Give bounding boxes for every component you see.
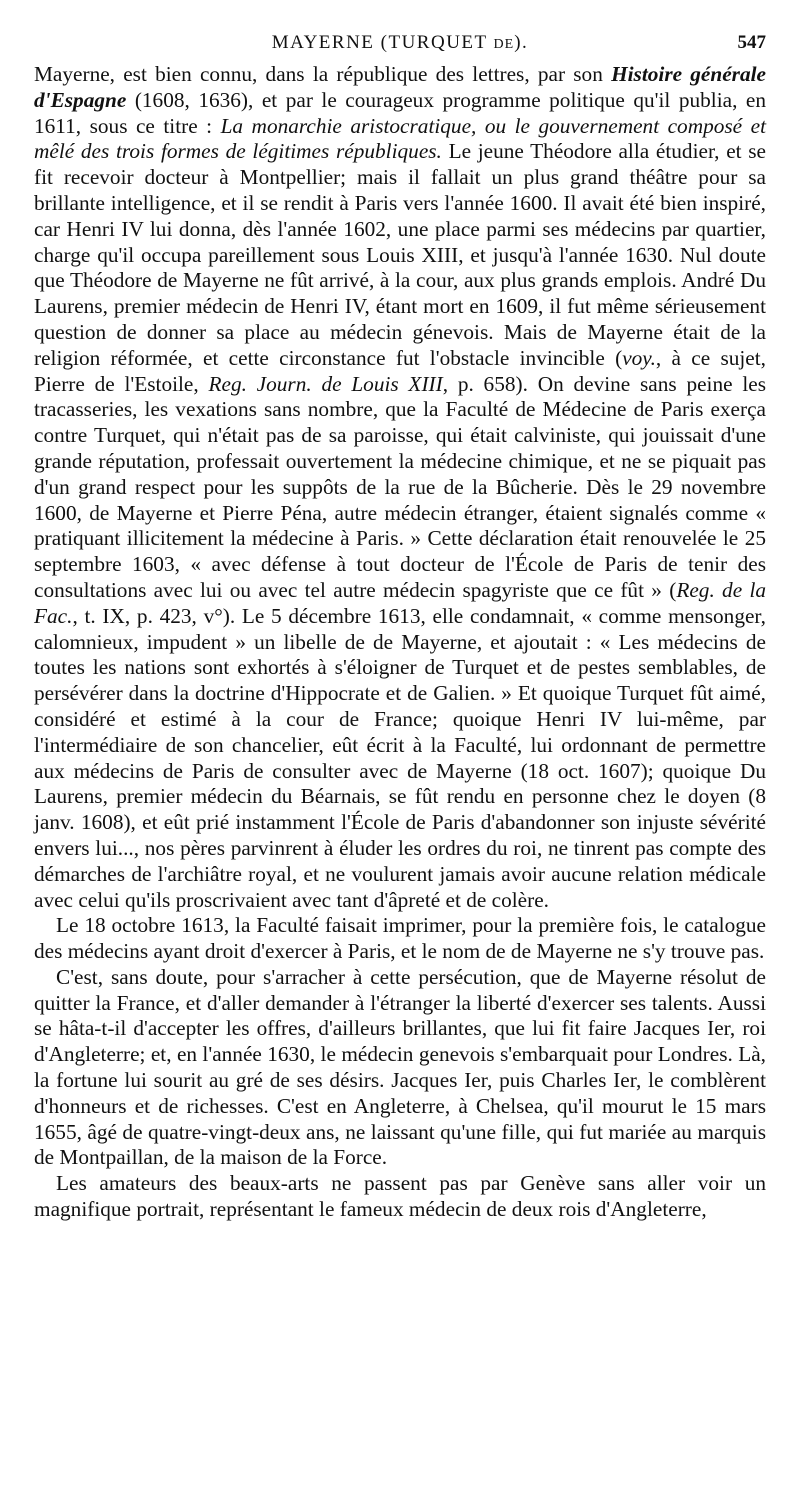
- paragraph-1: [34, 62, 766, 913]
- p1-text-3: Le jeune Théodore alla étudier, et se fit recevoir docteur à Montpellier; mais il fallait un plus grand théâtre pour sa brillante intelligence, et il se rendit à Paris vers l'année 1600. Il avait été bien inspiré, car Henri IV lui donna, dès l'année 1602, une place parmi ses médecins par quartier, charge qu'il occupa pareillement sous Louis XIII, et jusqu'à l'année 1630. Nul doute que Théodore de Mayerne ne fût arrivé, à la cour, aux plus grands emplois. André Du Laurens, premier médecin de Henri IV, étant mort en 1609, il fut même sérieusement question de donner sa place au médecin génevois. Mais de Mayerne était de la religion réformée, et cette circonstance fut l'obstacle invincible (: [34, 139, 767, 370]
- p1-ref-journ: Reg. Journ. de Louis XIII: [208, 371, 443, 396]
- running-head-title-main: MAYERNE (TURQUET: [271, 32, 494, 53]
- paragraph-3: C'est, sans doute, pour s'arracher à cette persécution, que de Mayerne résolut de quitter la France, et d'aller demander à l'étranger la liberté d'exercer ses talents. Aussi se hâta-t-il d'accepter les offres, d'ailleurs brillantes, que lui fit faire Jacques Ier, roi d'Angleterre; et, en l'année 1630, le médecin genevois s'embarquait pour Londres. Là, la fortune lui sourit au gré de ses désirs. Jacques Ier, puis Charles Ier, le comblèrent d'honneurs et de richesses. C'est en Angleterre, à Chelsea, qu'il mourut le 15 mars 1655, âgé de quatre-vingt-deux ans, ne laissant qu'une fille, qui fut mariée au marquis de Montpaillan, de la maison de la Force.: [34, 964, 766, 1170]
- running-head-title: [34, 32, 766, 54]
- running-head-title-end: ).: [514, 32, 529, 53]
- running-head-title-small: DE: [493, 37, 515, 52]
- p1-text-6: , t. IX, p. 423, v°). Le 5 décembre 1613, elle condamnait, « comme mensonger, calomnieux, impudent » un libelle de de Mayerne, et ajoutait : « Les médecins de toutes les nations sont exhortés à s'éloigner de Turquet et de pestes semblables, de persévérer dans la doctrine d'Hippocrate et de Galien. » Et quoique Turquet fût aimé, considéré et estimé à la cour de France; quoique Henri IV lui-même, par l'intermédiaire de son chancelier, eût écrit à la Faculté, lui ordonnant de permettre aux médecins de Paris de consulter avec de Mayerne (18 oct. 1607); quoique Du Laurens, premier médecin du Béarnais, se fût rendu en personne chez le doyen (8 janv. 1608), et eût prié instamment l'École de Paris d'abandonner son injuste sévérité envers lui..., nos pères parvinrent à éluder les ordres du roi, ne tinrent pas compte des démarches de l'archiâtre royal, et ne voulurent jamais avoir aucune relation médicale avec celui qu'ils proscrivaient avec tant d'âpreté et de colère.: [34, 603, 766, 912]
- running-head: [34, 28, 766, 58]
- p1-title-monarchie: La monarchie aristocratique, ou le gouvernement composé et mêlé des trois formes de légitimes républiques.: [34, 113, 766, 164]
- p1-text-2: (1608, 1636), et par le courageux programme politique qu'il publia, en 1611, sous ce titre :: [34, 87, 766, 138]
- paragraph-4: Les amateurs des beaux-arts ne passent pas par Genève sans aller voir un magnifique portrait, représentant le fameux médecin de deux rois d'Angleterre,: [34, 1171, 766, 1222]
- p1-text-5: , p. 658). On devine sans peine les tracasseries, les vexations sans nombre, que la Faculté de Médecine de Paris exerça contre Turquet, qui n'était pas de sa paroisse, qui était calviniste, qui jouissait d'une grande réputation, professait ouvertement la médecine chimique, et ne se piquait pas d'un grand respect pour les suppôts de la rue de la Bûcherie. Dès le 29 novembre 1600, de Mayerne et Pierre Péna, autre médecin étranger, étaient signalés comme « pratiquant illicitement la médecine à Paris. » Cette déclaration était renouvelée le 25 septembre 1603, « avec défense à tout docteur de l'École de Paris de tenir des consultations avec lui ou avec tel autre médecin spagyriste que ce fût » (: [34, 371, 766, 602]
- p1-ref-fac: Reg. de la Fac.: [34, 577, 767, 628]
- p1-text-1: Mayerne, est bien connu, dans la république des lettres, par son: [34, 62, 612, 86]
- p1-text-4: , à ce sujet, Pierre de l'Estoile,: [34, 345, 766, 396]
- p1-voy: voy.: [622, 345, 656, 370]
- p1-title-histoire: Histoire générale d'Espagne: [34, 62, 766, 112]
- page-number: 547: [737, 32, 766, 53]
- paragraph-2: Le 18 octobre 1613, la Faculté faisait imprimer, pour la première fois, le catalogue des médecins ayant droit d'exercer à Paris, et le nom de de Mayerne ne s'y trouve pas.: [34, 913, 766, 964]
- page-body: [34, 62, 766, 1223]
